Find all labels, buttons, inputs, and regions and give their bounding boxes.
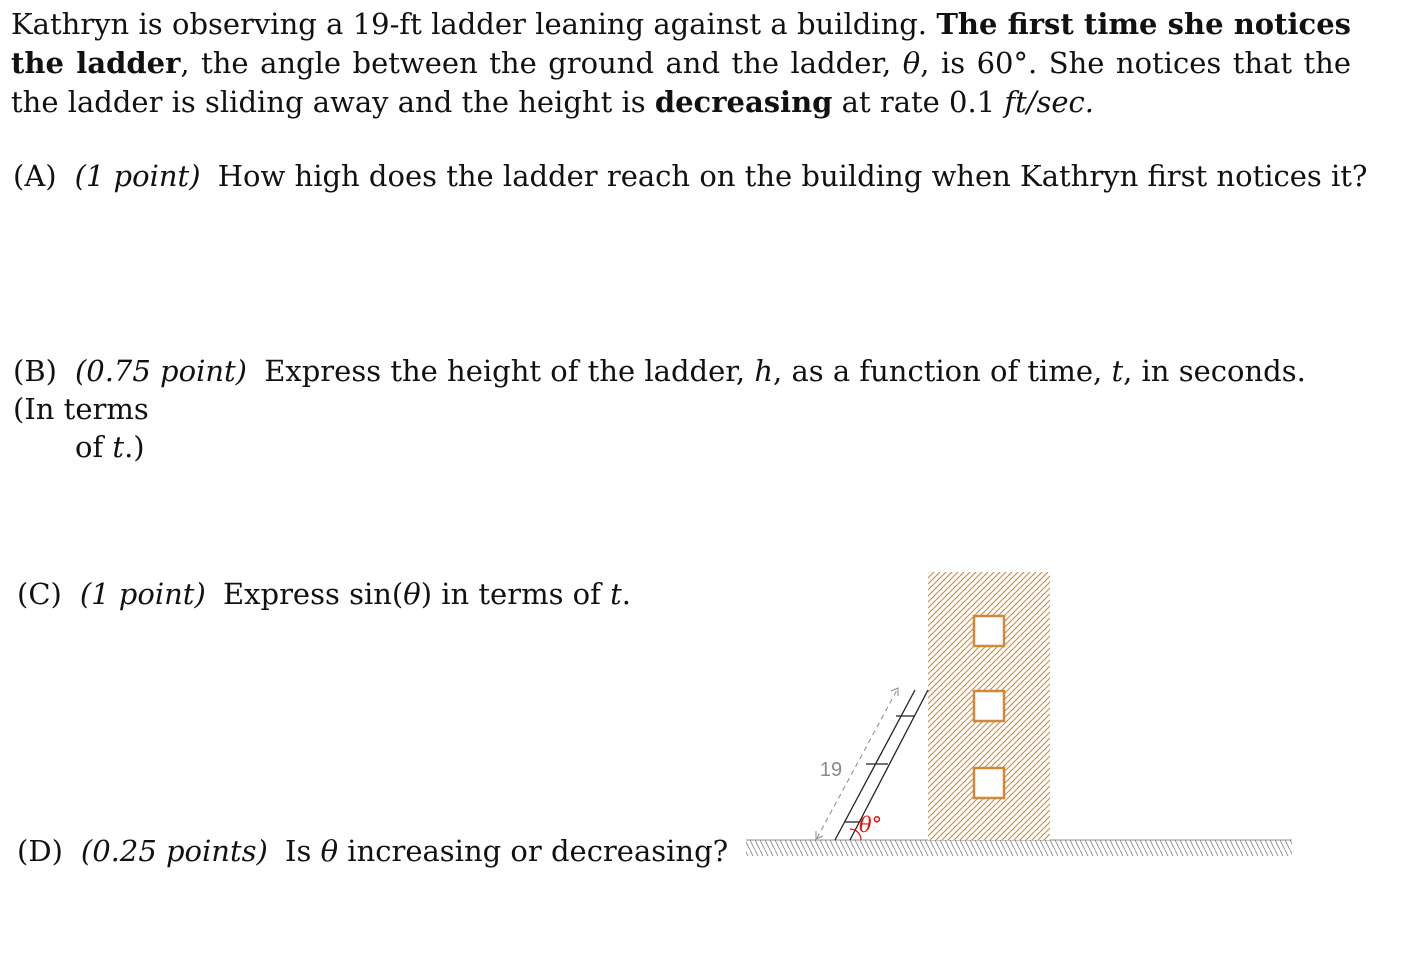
building-window — [974, 768, 1004, 798]
intro-text-3: , is 60°. She notices that the the ladder is sliding away and the height is — [11, 46, 1351, 119]
question-b-line2-t: t — [112, 430, 125, 464]
question-d-text-2: increasing or decreasing? — [338, 834, 729, 868]
question-d — [17, 832, 728, 870]
ladder-building-figure — [744, 568, 1296, 864]
question-b-line-2 — [13, 428, 1348, 466]
intro-bold-first-time: The first time she notices the ladder — [11, 7, 1351, 80]
question-c-text-2: ) in terms of — [420, 577, 611, 611]
question-b-label: (B) — [13, 354, 57, 388]
question-a-points: (1 point) — [74, 159, 201, 193]
question-c-label: (C) — [17, 577, 62, 611]
intro-rate-units: ft/sec. — [1004, 85, 1095, 119]
question-b-line2-a: of — [75, 430, 113, 464]
question-a — [13, 157, 1367, 195]
problem-statement — [11, 5, 1351, 122]
ground-hatch — [746, 840, 1292, 856]
intro-text-4: at rate 0.1 — [832, 85, 1005, 119]
question-b-text-1: Express the height of the ladder, — [264, 354, 755, 388]
angle-label: θ° — [859, 813, 883, 837]
intro-text-1: Kathryn is observing a 19-ft ladder leaning against a building. — [11, 7, 937, 41]
question-d-text-1: Is — [285, 834, 321, 868]
question-b-text-2: , as a function of time, — [773, 354, 1112, 388]
question-c-theta: θ — [403, 577, 421, 611]
question-a-text: How high does the ladder reach on the building when Kathryn first notices it? — [217, 159, 1368, 193]
question-d-label: (D) — [17, 834, 63, 868]
intro-theta: θ — [902, 46, 921, 80]
intro-text-2: , the angle between the ground and the ladder, — [180, 46, 903, 80]
building-window — [974, 616, 1004, 646]
question-d-points: (0.25 points) — [80, 834, 268, 868]
question-a-label: (A) — [13, 159, 57, 193]
question-d-theta: θ — [320, 834, 339, 868]
question-c-points: (1 point) — [79, 577, 206, 611]
question-c-text-1: Express sin( — [222, 577, 404, 611]
question-b — [13, 352, 1348, 466]
question-c — [17, 575, 631, 613]
question-b-line2-b: .) — [124, 430, 145, 464]
question-b-text-3: , in seconds. (In terms — [13, 354, 1306, 426]
ladder-length-label: 19 — [819, 759, 843, 781]
question-b-points: (0.75 point) — [74, 354, 247, 388]
question-b-var-t: t — [1111, 354, 1124, 388]
question-c-var-t: t — [610, 577, 622, 611]
intro-bold-decreasing: decreasing — [654, 85, 833, 119]
question-c-text-3: . — [621, 577, 631, 611]
question-b-var-h: h — [754, 354, 774, 388]
building-window — [974, 691, 1004, 721]
